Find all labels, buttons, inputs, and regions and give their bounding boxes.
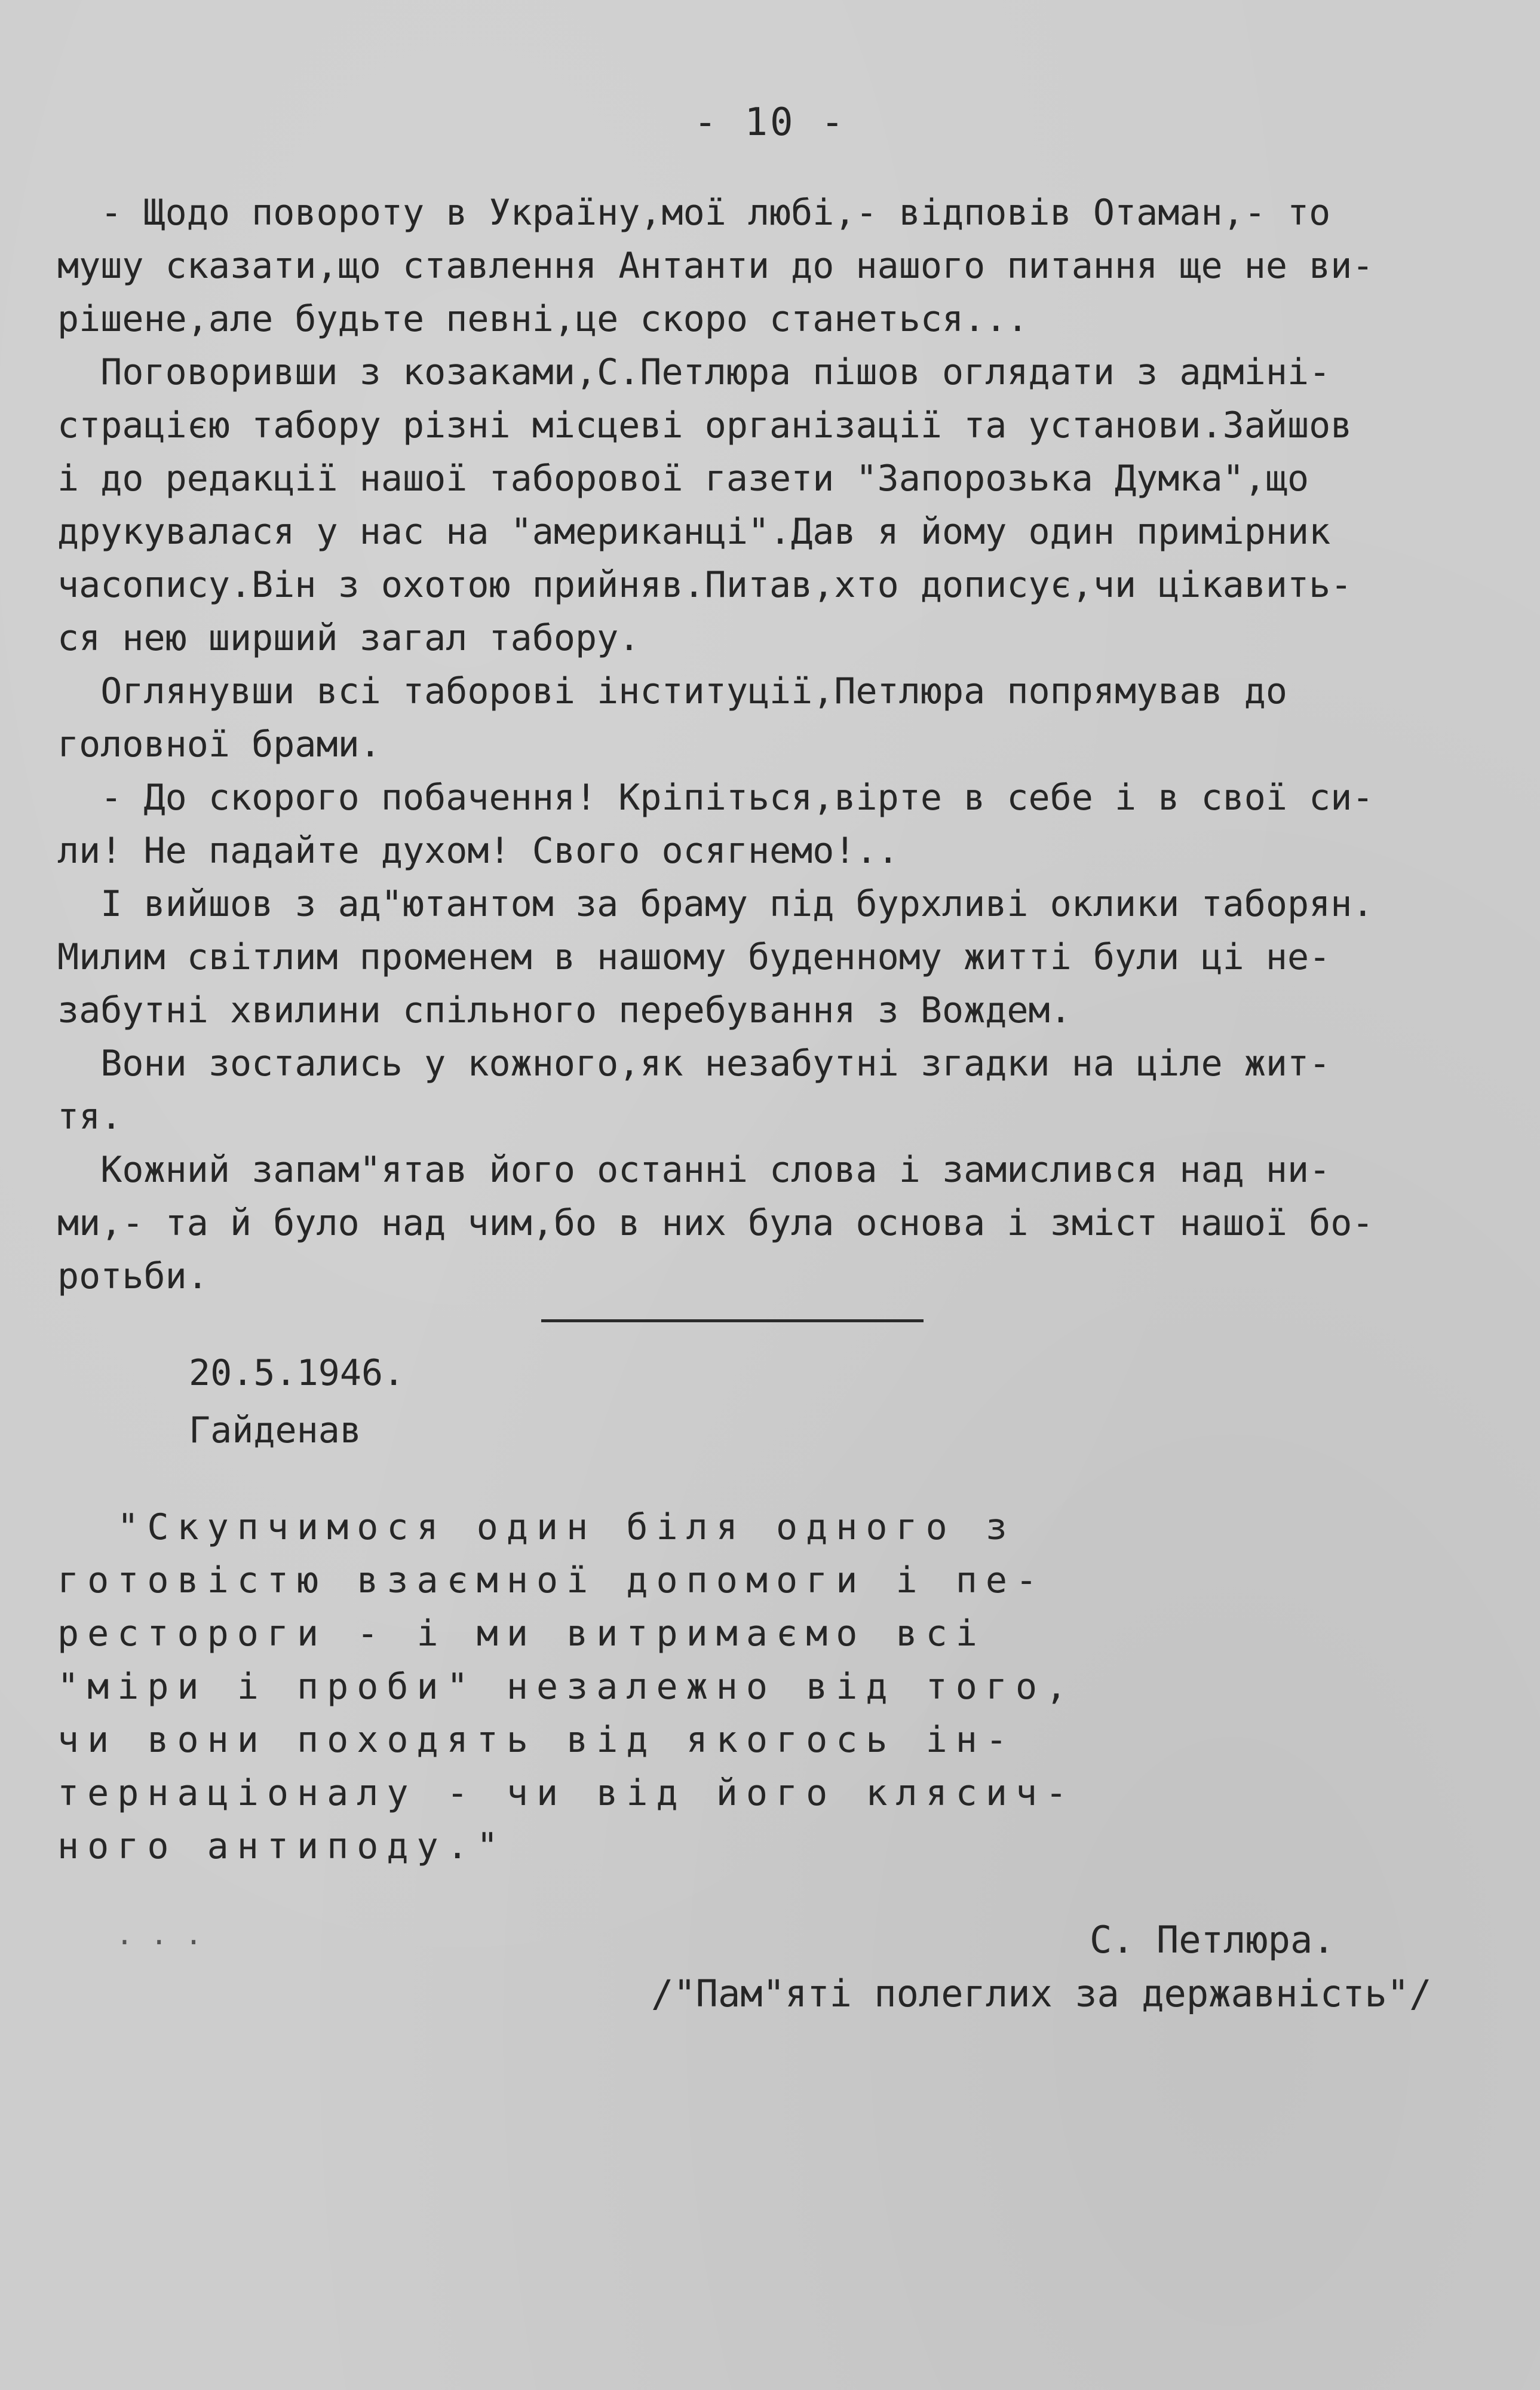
paragraph-farewell: - До скорого побачення! Кріпіться,вірте в себе і в свої си- ли! Не падайте духом! Свого осягнемо!.. xyxy=(57,777,1374,872)
date: 20.5.1946. xyxy=(189,1352,405,1394)
section-divider xyxy=(541,1319,924,1322)
paragraph-inspection: Поговоривши з козаками,С.Петлюра пішов оглядати з адміні- страцією табору різні місцеві організації та установи.Зайшов і до редакції нашої таборової газети "Запорозька Думка",що друкувалася у нас на "американці".Дав я йому один примірник часопису.Він з охотою прийняв.Питав,хто дописує,чи цікавить- ся нею ширший загал табору. xyxy=(57,351,1352,659)
body-text xyxy=(57,186,1485,1303)
page-number: - 10 - xyxy=(694,100,846,145)
paragraph-departure: І вийшов з ад"ютантом за браму під бурхливі оклики таборян. Милим світлим променем в нашому буденному житті були ці не- забутні хвилини спільного перебування з Вождем. xyxy=(57,883,1374,1031)
paragraph-gate: Оглянувши всі таборові інституції,Петлюра попрямував до головної брами. xyxy=(57,670,1288,765)
stray-marks: . . . xyxy=(116,1918,203,1951)
quote-source: /"Пам"яті полеглих за державність"/ xyxy=(651,1972,1432,2015)
paragraph-last-words: Кожний запам"ятав його останні слова і замислився над ни- ми,- та й було над чим,бо в них була основа і зміст нашої бо- ротьби. xyxy=(57,1149,1374,1297)
quote-author: С. Петлюра. xyxy=(1090,1918,1335,1962)
epigraph-quote: "Скупчимося один біля одного з готовістю взаємної допомоги і пе- рестороги - і ми витримаємо всі "міри і проби" незалежно від того, чи вони походять від якогось ін- тернаціоналу - чи від його клясич- ного антиподу." xyxy=(57,1506,1076,1867)
place: Гайденав xyxy=(189,1410,361,1451)
paragraph-reply: - Щодо повороту в Україну,мої любі,- відповів Отаман,- то мушу сказати,що ставлення Антанти до нашого питання ще не ви- рішене,але будьте певні,це скоро станеться... xyxy=(57,192,1374,340)
paragraph-memories: Вони зостались у кожного,як незабутні згадки на ціле жит- тя. xyxy=(57,1043,1331,1138)
dateline xyxy=(189,1344,404,1459)
